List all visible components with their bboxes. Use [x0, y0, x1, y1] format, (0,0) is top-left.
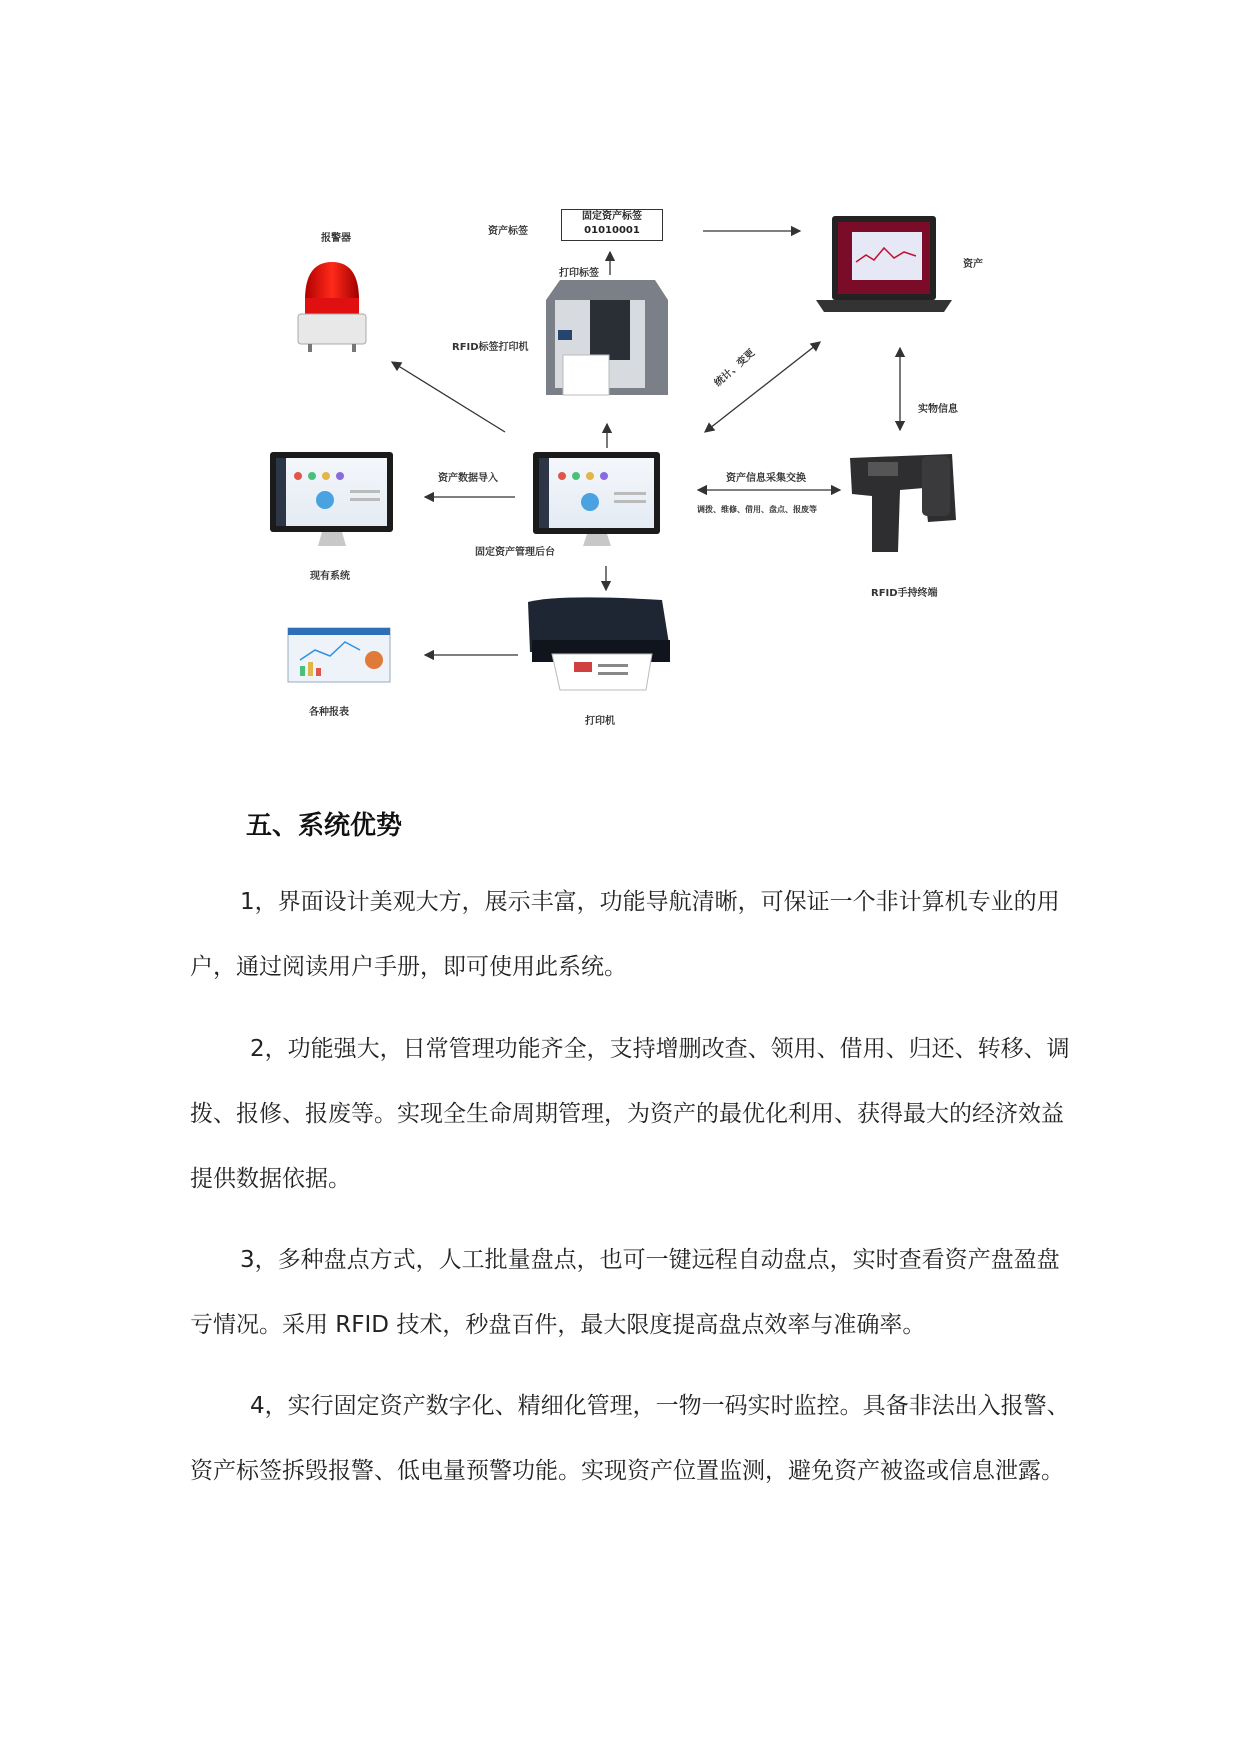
monitor-icon — [533, 452, 660, 546]
label-stats-change: 统计、变更 — [712, 347, 758, 390]
label-printer-icon — [546, 280, 668, 395]
label-reports: 各种报表 — [309, 707, 349, 718]
label-physical-info: 实物信息 — [918, 404, 958, 415]
rfid-handheld-icon — [850, 454, 956, 552]
label-ops: 调拨、维修、借用、盘点、报废等 — [697, 505, 817, 514]
label-rfid-terminal: RFID手持终端 — [871, 588, 938, 599]
label-alarm: 报警器 — [321, 233, 351, 244]
label-info-exchange: 资产信息采集交换 — [726, 473, 806, 484]
label-data-import: 资产数据导入 — [438, 473, 498, 484]
system-diagram — [0, 0, 1240, 760]
advantage-paragraph-4: 4，实行固定资产数字化、精细化管理，一物一码实时监控。具备非法出入报警、资产标签拆毁报警、低电量预警功能。实现资产位置监测，避免资产被盗或信息泄露。 — [190, 1393, 1070, 1484]
alarm-light-icon — [298, 262, 366, 352]
report-screen-icon — [288, 628, 390, 682]
advantage-paragraph-2: 2，功能强大，日常管理功能齐全，支持增删改查、领用、借用、归还、转移、调拨、报修、报废等。实现全生命周期管理，为资产的最优化利用、获得最大的经济效益提供数据依据。 — [190, 1036, 1070, 1192]
label-backend: 固定资产管理后台 — [475, 547, 555, 558]
label-existing-system: 现有系统 — [310, 571, 350, 582]
monitor-icon — [270, 452, 393, 546]
advantage-paragraph-3: 3，多种盘点方式，人工批量盘点，也可一键远程自动盘点，实时查看资产盘盈盘亏情况。采用 RFID 技术，秒盘百件，最大限度提高盘点效率与准确率。 — [190, 1247, 1060, 1338]
asset-tag-code: 01010001 — [584, 225, 640, 236]
label-print-tag: 打印标签 — [559, 268, 599, 279]
advantage-paragraph-1: 1，界面设计美观大方，展示丰富，功能导航清晰，可保证一个非计算机专业的用户，通过阅读用户手册，即可使用此系统。 — [190, 889, 1060, 980]
label-printer: 打印机 — [585, 716, 615, 727]
asset-tag-title: 固定资产标签 — [582, 211, 642, 222]
label-asset-tag: 资产标签 — [488, 226, 528, 237]
section-heading: 五、系统优势 — [246, 811, 403, 841]
laptop-icon — [816, 216, 952, 312]
label-asset: 资产 — [963, 259, 983, 270]
asset-tag-box — [561, 209, 663, 241]
inkjet-printer-icon — [528, 597, 670, 690]
label-rfid-printer: RFID标签打印机 — [452, 342, 529, 353]
